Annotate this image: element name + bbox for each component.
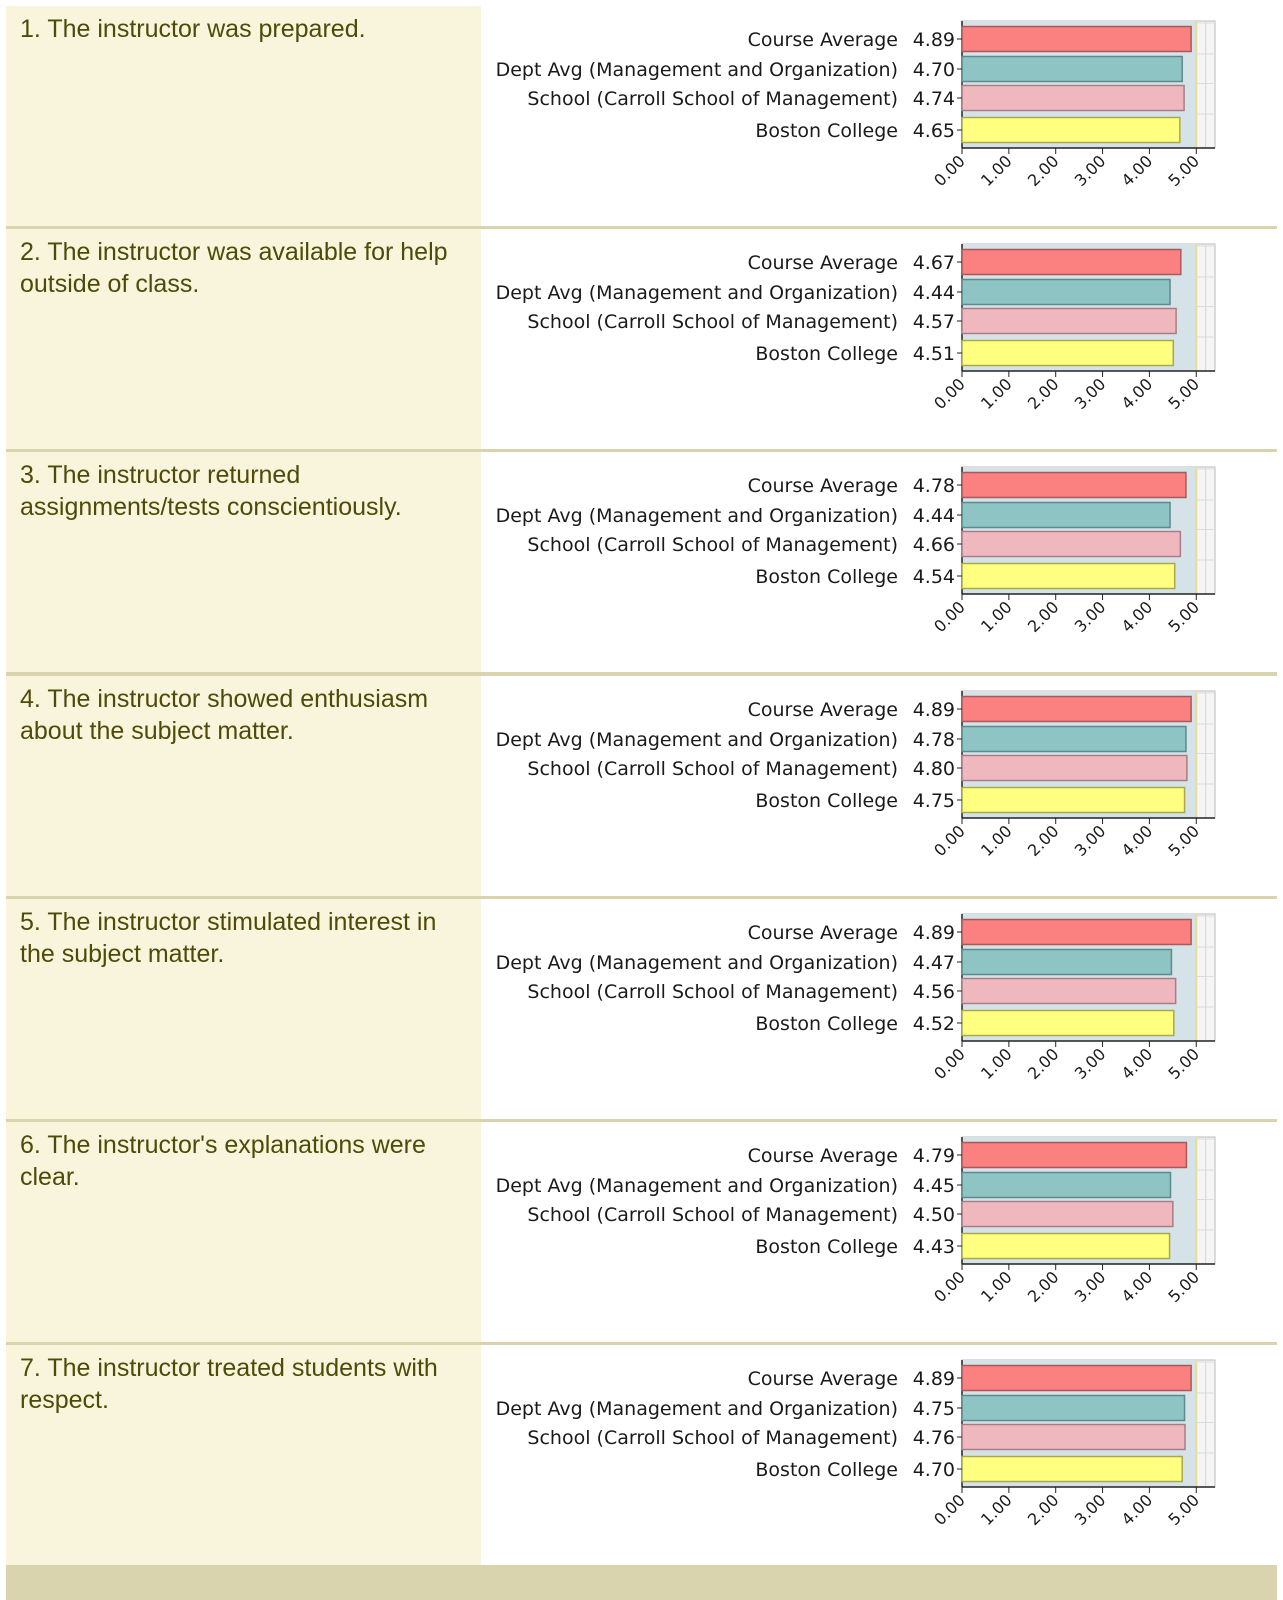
value-label: 4.89 xyxy=(912,1368,955,1391)
question-cell xyxy=(6,6,481,226)
bar-chart xyxy=(481,899,1277,1119)
question-row xyxy=(6,676,1277,896)
category-label: Boston College xyxy=(755,1012,898,1035)
category-label: Dept Avg (Management and Organization) xyxy=(495,59,898,81)
x-tick-label: 0.00 xyxy=(930,1044,969,1083)
x-tick-label: 0.00 xyxy=(930,820,969,860)
value-label: 4.43 xyxy=(912,1236,955,1258)
x-tick-label: 4.00 xyxy=(1117,820,1157,860)
bar-school xyxy=(962,86,1184,111)
question-row xyxy=(6,899,1277,1119)
category-label: Boston College xyxy=(755,120,898,142)
bar-chart xyxy=(481,229,1277,449)
bar-school xyxy=(962,978,1176,1003)
value-label: 4.50 xyxy=(912,1204,955,1226)
x-tick-label: 5.00 xyxy=(1164,820,1204,860)
category-label: Course Average xyxy=(747,698,898,721)
x-tick-label: 4.00 xyxy=(1117,1267,1157,1307)
x-tick-label: 2.00 xyxy=(1023,820,1063,860)
x-tick-label: 3.00 xyxy=(1070,1490,1110,1530)
question-text: 3. The instructor returned assignments/tests conscientiously. xyxy=(20,461,402,522)
value-label: 4.45 xyxy=(912,1175,955,1197)
x-tick-label: 1.00 xyxy=(977,820,1016,860)
value-label: 4.79 xyxy=(912,1145,955,1167)
category-label: Dept Avg (Management and Organization) xyxy=(495,951,898,974)
category-label: Boston College xyxy=(755,343,898,366)
x-tick-label: 1.00 xyxy=(977,1267,1016,1307)
value-label: 4.44 xyxy=(912,505,955,528)
bar-course-average xyxy=(962,27,1191,52)
bar-boston-college xyxy=(962,1457,1182,1482)
value-label: 4.56 xyxy=(912,980,955,1003)
question-row xyxy=(6,1345,1277,1565)
x-tick-label: 0.00 xyxy=(930,1490,969,1530)
category-label: Boston College xyxy=(755,566,898,589)
value-label: 4.75 xyxy=(912,1398,955,1421)
chart-cell xyxy=(481,452,1277,672)
question-row xyxy=(6,6,1277,226)
question-row xyxy=(6,1122,1277,1342)
value-label: 4.78 xyxy=(912,728,955,751)
chart-cell xyxy=(481,899,1277,1119)
question-text: 1. The instructor was prepared. xyxy=(20,15,366,43)
x-tick-label: 0.00 xyxy=(930,374,969,414)
chart-cell xyxy=(481,6,1277,226)
question-text: 4. The instructor showed enthusiasm about the subject matter. xyxy=(20,684,429,745)
bar-school xyxy=(962,1202,1173,1227)
value-label: 4.54 xyxy=(912,566,955,589)
question-cell xyxy=(6,1345,481,1565)
bar-boston-college xyxy=(962,341,1173,366)
category-label: Course Average xyxy=(747,921,898,944)
value-label: 4.67 xyxy=(912,252,955,275)
chart-cell xyxy=(481,1345,1277,1565)
x-tick-label: 4.00 xyxy=(1117,374,1157,414)
question-cell xyxy=(6,899,481,1119)
question-cell xyxy=(6,229,481,449)
value-label: 4.75 xyxy=(912,789,955,812)
question-text: 2. The instructor was available for help outside of class. xyxy=(20,238,448,299)
category-label: Course Average xyxy=(747,1368,898,1391)
category-label: School (Carroll School of Management) xyxy=(527,534,898,557)
bar-course-average xyxy=(962,1366,1191,1391)
bar-dept-avg xyxy=(962,503,1170,528)
value-label: 4.65 xyxy=(912,120,955,142)
bar-dept-avg xyxy=(962,949,1171,974)
bar-chart xyxy=(481,452,1277,672)
bar-dept-avg xyxy=(962,280,1170,305)
x-tick-label: 5.00 xyxy=(1164,151,1204,191)
category-label: Course Average xyxy=(747,252,898,275)
category-label: Dept Avg (Management and Organization) xyxy=(495,1398,898,1421)
category-label: School (Carroll School of Management) xyxy=(527,88,898,110)
x-tick-label: 2.00 xyxy=(1023,1044,1063,1083)
category-label: Boston College xyxy=(755,1459,898,1482)
x-tick-label: 3.00 xyxy=(1070,597,1110,637)
x-tick-label: 5.00 xyxy=(1164,374,1204,414)
category-label: School (Carroll School of Management) xyxy=(527,980,898,1003)
question-text: 6. The instructor's explanations were clear. xyxy=(20,1131,426,1191)
value-label: 4.78 xyxy=(912,475,955,498)
x-tick-label: 1.00 xyxy=(977,151,1016,191)
bar-school xyxy=(962,309,1176,334)
category-label: Course Average xyxy=(747,475,898,498)
bar-chart xyxy=(481,676,1277,896)
question-row xyxy=(6,452,1277,672)
x-tick-label: 1.00 xyxy=(977,1044,1016,1083)
value-label: 4.47 xyxy=(912,951,955,974)
question-text: 5. The instructor stimulated interest in the subject matter. xyxy=(20,907,437,968)
x-tick-label: 4.00 xyxy=(1117,597,1157,637)
x-tick-label: 4.00 xyxy=(1117,151,1157,191)
bar-school xyxy=(962,1425,1185,1450)
x-tick-label: 1.00 xyxy=(977,374,1016,414)
bar-chart xyxy=(481,6,1277,226)
question-cell xyxy=(6,452,481,672)
value-label: 4.44 xyxy=(912,282,955,305)
x-tick-label: 1.00 xyxy=(977,597,1016,637)
bar-boston-college xyxy=(962,564,1175,589)
bar-school xyxy=(962,532,1180,557)
bar-dept-avg xyxy=(962,57,1182,82)
chart-cell xyxy=(481,229,1277,449)
value-label: 4.66 xyxy=(912,534,955,557)
bar-course-average xyxy=(962,250,1181,275)
value-label: 4.89 xyxy=(912,29,955,51)
category-label: Dept Avg (Management and Organization) xyxy=(495,1175,898,1197)
x-tick-label: 3.00 xyxy=(1070,151,1110,191)
bar-chart xyxy=(481,1122,1277,1342)
category-label: School (Carroll School of Management) xyxy=(527,311,898,334)
category-label: Dept Avg (Management and Organization) xyxy=(495,505,898,528)
category-label: Boston College xyxy=(755,1236,898,1258)
x-tick-label: 2.00 xyxy=(1023,1490,1063,1530)
x-tick-label: 4.00 xyxy=(1117,1044,1157,1083)
chart-cell xyxy=(481,1122,1277,1342)
value-label: 4.70 xyxy=(912,1459,955,1482)
x-tick-label: 1.00 xyxy=(977,1490,1016,1530)
value-label: 4.57 xyxy=(912,311,955,334)
bar-course-average xyxy=(962,696,1191,721)
bar-boston-college xyxy=(962,787,1185,812)
value-label: 4.80 xyxy=(912,757,955,780)
bar-dept-avg xyxy=(962,726,1186,751)
value-label: 4.89 xyxy=(912,921,955,944)
category-label: School (Carroll School of Management) xyxy=(527,1427,898,1450)
question-cell xyxy=(6,1122,481,1342)
x-tick-label: 3.00 xyxy=(1070,1044,1110,1083)
x-tick-label: 0.00 xyxy=(930,1267,969,1307)
question-cell xyxy=(6,676,481,896)
x-tick-label: 2.00 xyxy=(1023,1267,1063,1307)
bar-course-average xyxy=(962,473,1186,498)
value-label: 4.76 xyxy=(912,1427,955,1450)
category-label: Course Average xyxy=(747,1145,898,1167)
question-row xyxy=(6,229,1277,449)
category-label: School (Carroll School of Management) xyxy=(527,757,898,780)
chart-cell xyxy=(481,676,1277,896)
x-tick-label: 4.00 xyxy=(1117,1490,1157,1530)
bar-boston-college xyxy=(962,118,1180,143)
x-tick-label: 0.00 xyxy=(930,597,969,637)
evaluation-table xyxy=(6,6,1277,1600)
category-label: School (Carroll School of Management) xyxy=(527,1204,898,1226)
bar-course-average xyxy=(962,1143,1186,1168)
x-tick-label: 5.00 xyxy=(1164,1267,1204,1307)
category-label: Boston College xyxy=(755,789,898,812)
x-tick-label: 3.00 xyxy=(1070,820,1110,860)
x-tick-label: 2.00 xyxy=(1023,151,1063,191)
bar-school xyxy=(962,755,1187,780)
bar-boston-college xyxy=(962,1010,1174,1035)
x-tick-label: 2.00 xyxy=(1023,374,1063,414)
category-label: Course Average xyxy=(747,29,898,51)
x-tick-label: 5.00 xyxy=(1164,1490,1204,1530)
value-label: 4.70 xyxy=(912,59,955,81)
value-label: 4.51 xyxy=(912,343,955,366)
value-label: 4.89 xyxy=(912,698,955,721)
x-tick-label: 5.00 xyxy=(1164,1044,1204,1083)
x-tick-label: 2.00 xyxy=(1023,597,1063,637)
bar-chart xyxy=(481,1345,1277,1565)
bar-boston-college xyxy=(962,1234,1170,1259)
category-label: Dept Avg (Management and Organization) xyxy=(495,282,898,305)
value-label: 4.52 xyxy=(912,1012,955,1035)
x-tick-label: 3.00 xyxy=(1070,374,1110,414)
x-tick-label: 0.00 xyxy=(930,151,969,191)
value-label: 4.74 xyxy=(912,88,955,110)
x-tick-label: 3.00 xyxy=(1070,1267,1110,1307)
category-label: Dept Avg (Management and Organization) xyxy=(495,728,898,751)
x-tick-label: 5.00 xyxy=(1164,597,1204,637)
bar-dept-avg xyxy=(962,1173,1170,1198)
bar-course-average xyxy=(962,919,1191,944)
bar-dept-avg xyxy=(962,1396,1185,1421)
question-text: 7. The instructor treated students with respect. xyxy=(20,1354,438,1415)
